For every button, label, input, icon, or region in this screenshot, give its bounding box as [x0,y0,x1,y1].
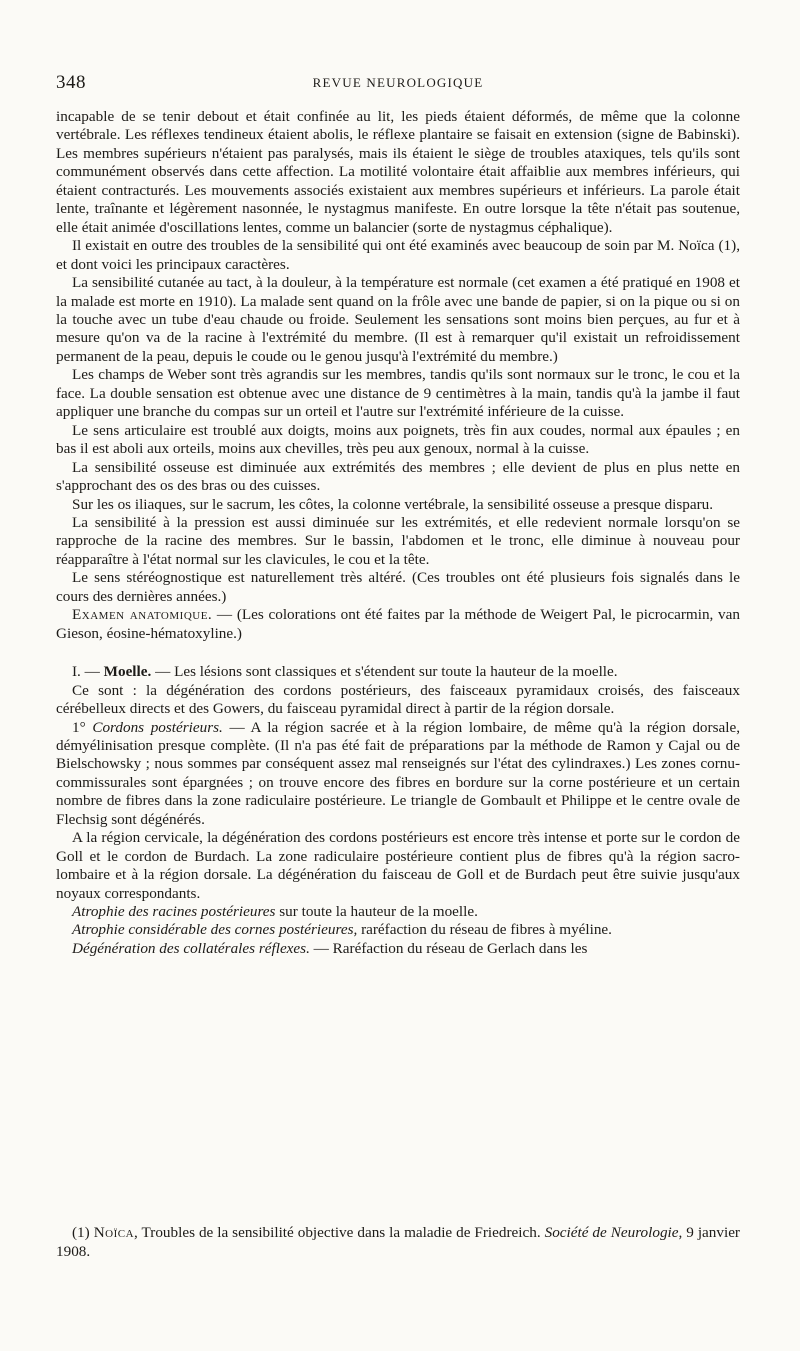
section-heading-paragraph [56,663,740,681]
subsection-number: 1° [72,718,93,736]
article-body [56,108,740,958]
paragraph-text: — A la région sacrée et à la région lombaire, de même qu'à la région dorsale, démyélinisation presque complète. (Il n'a pas été fait de préparations par la méthode de Ramon y Cajal ou de Bielschowsky ; nous sommes par conséquent assez mal renseignés sur l'état des cylindraxes.) Les zones cornu-commissurales sont épargnées ; on trouve encore des fibres en bordure sur la corne postérieure et un certain nombre de fibres dans la zone radiculaire postérieure. Le triangle de Gombault et Philippe et le centre ovale de Flechsig sont dégénérés. [56,718,740,828]
footnote [56,1223,740,1261]
paragraph: incapable de se tenir debout et était confinée au lit, les pieds étaient déformés, de même que la colonne vertébrale. Les réflexes tendineux étaient abolis, le réflexe plantaire se faisait en extension (signe de Babinski). Les membres supérieurs n'étaient pas paralysés, mais ils étaient le siège de troubles ataxiques, tels qu'ils sont communément observés dans cette affection. La motilité volontaire était affaiblie aux membres inférieurs, qui étaient contracturés. Les mouvements associés existaient aux membres supérieurs et inférieurs. La parole était lente, traînante et légèrement nasonnée, le nystagmus manifeste. En outre lorsque la tête n'était pas soutenue, elle était animée d'oscillations lentes, comme un balancier (sorte de nystagmus céphalique). [56,108,740,236]
section-heading: Moelle. [103,663,152,681]
paragraph-text: raréfaction du réseau de fibres à myéline. [357,921,612,939]
subsection-heading: Dégénération des collatérales réflexes. [72,939,310,957]
paragraph-text: — (Les colorations ont été faites par la méthode de Weigert Pal, le picrocarmin, van Gieson, éosine-hématoxyline.) [56,606,740,642]
subsection-heading: Cordons postérieurs. [92,718,223,736]
running-head: REVUE NEUROLOGIQUE [312,75,484,90]
paragraph-text: sur toute la hauteur de la moelle. [275,903,478,921]
paragraph-text: — Raréfaction du réseau de Gerlach dans les [309,939,588,957]
paragraph: Sur les os iliaques, sur le sacrum, les côtes, la colonne vertébrale, la sensibilité osseuse a presque disparu. [72,495,714,513]
footnote-journal: Société de Neurologie [544,1224,679,1241]
paragraph: La sensibilité osseuse est diminuée aux extrémités des membres ; elle devient de plus en plus nette en s'approchant des os des bras ou des cuisses. [56,458,740,495]
footnote-title: , Troubles de la sensibilité objective dans la maladie de Friedreich. [134,1224,545,1241]
subsection-heading: Atrophie des racines postérieures [72,903,276,921]
page-number: 348 [56,72,86,93]
footnote-date: , 9 janvier 1908. [56,1224,740,1260]
paragraph [56,921,740,939]
footnote-marker: (1) [72,1224,94,1241]
paragraph: La sensibilité cutanée au tact, à la douleur, à la température est normale (cet examen a été pratiqué en 1908 et la malade est morte en 1910). La malade sent quand on la frôle avec une bande de papier, si on la pique ou si on la touche avec un tube d'eau chaude ou froide. Seulement les sensations sont moins bien perçues, au fur et à mesure qu'on va de la racine à l'extrémité du membre. (Il est à remarquer qu'il existait un refroidissement permanent de la peau, depuis le coude ou le genou jusqu'à l'extrémité du membre.) [56,274,740,365]
paragraph: A la région cervicale, la dégénération des cordons postérieurs est encore très intense et porte sur le cordon de Goll et le cordon de Burdach. La zone radiculaire postérieure contient plus de fibres qu'à la région sacro-lombaire et à la région dorsale. La dégénération du faisceau de Goll et de Burdach peut être suivie jusqu'aux noyaux correspondants. [56,829,740,902]
paragraph-text: — Les lésions sont classiques et s'étendent sur toute la hauteur de la moelle. [151,663,618,681]
paragraph: Le sens articulaire est troublé aux doigts, moins aux poignets, très fin aux coudes, normal aux épaules ; en bas il est aboli aux orteils, moins aux chevilles, très peu aux genoux, normal à la cuisse. [56,421,740,458]
footnote-text [56,1223,740,1261]
paragraph: Il existait en outre des troubles de la sensibilité qui ont été examinés avec beaucoup de soin par M. Noïca (1), et dont voici les principaux caractères. [56,237,740,273]
section-label: Examen anatomique. [72,606,213,624]
paragraph [56,903,740,921]
section-number: I. — [72,663,104,681]
paragraph: Ce sont : la dégénération des cordons postérieurs, des faisceaux pyramidaux croisés, des faisceaux cérébelleux directs et des Gowers, du faisceau pyramidal direct à partir de la région dorsale. [56,681,740,718]
subsection-heading: Atrophie considérable des cornes postérieures, [72,921,358,939]
paragraph [56,940,740,958]
paragraph: La sensibilité à la pression est aussi diminuée sur les extrémités, et elle redevient normale lorsqu'on se rapproche de la racine des membres. Sur le bassin, l'abdomen et le tronc, elle diminue à nouveau pour réapparaître à l'état normal sur les clavicules, le cou et la tête. [56,513,740,568]
page-header [56,72,740,96]
paragraph [56,606,740,643]
paragraph: Le sens stéréognostique est naturellement très altéré. (Ces troubles ont été plusieurs fois signalés dans le cours des dernières années.) [56,569,740,605]
footnote-author: Noïca [93,1224,135,1241]
paragraph [56,719,740,830]
paragraph: Les champs de Weber sont très agrandis sur les membres, tandis qu'ils sont normaux sur le tronc, le cou et la face. La double sensation est obtenue avec une distance de 9 centimètres à la main, tandis qu'à la jambe il faut appliquer une branche du compas sur un orteil et l'autre sur l'extrémité inférieure de la cuisse. [56,366,740,421]
